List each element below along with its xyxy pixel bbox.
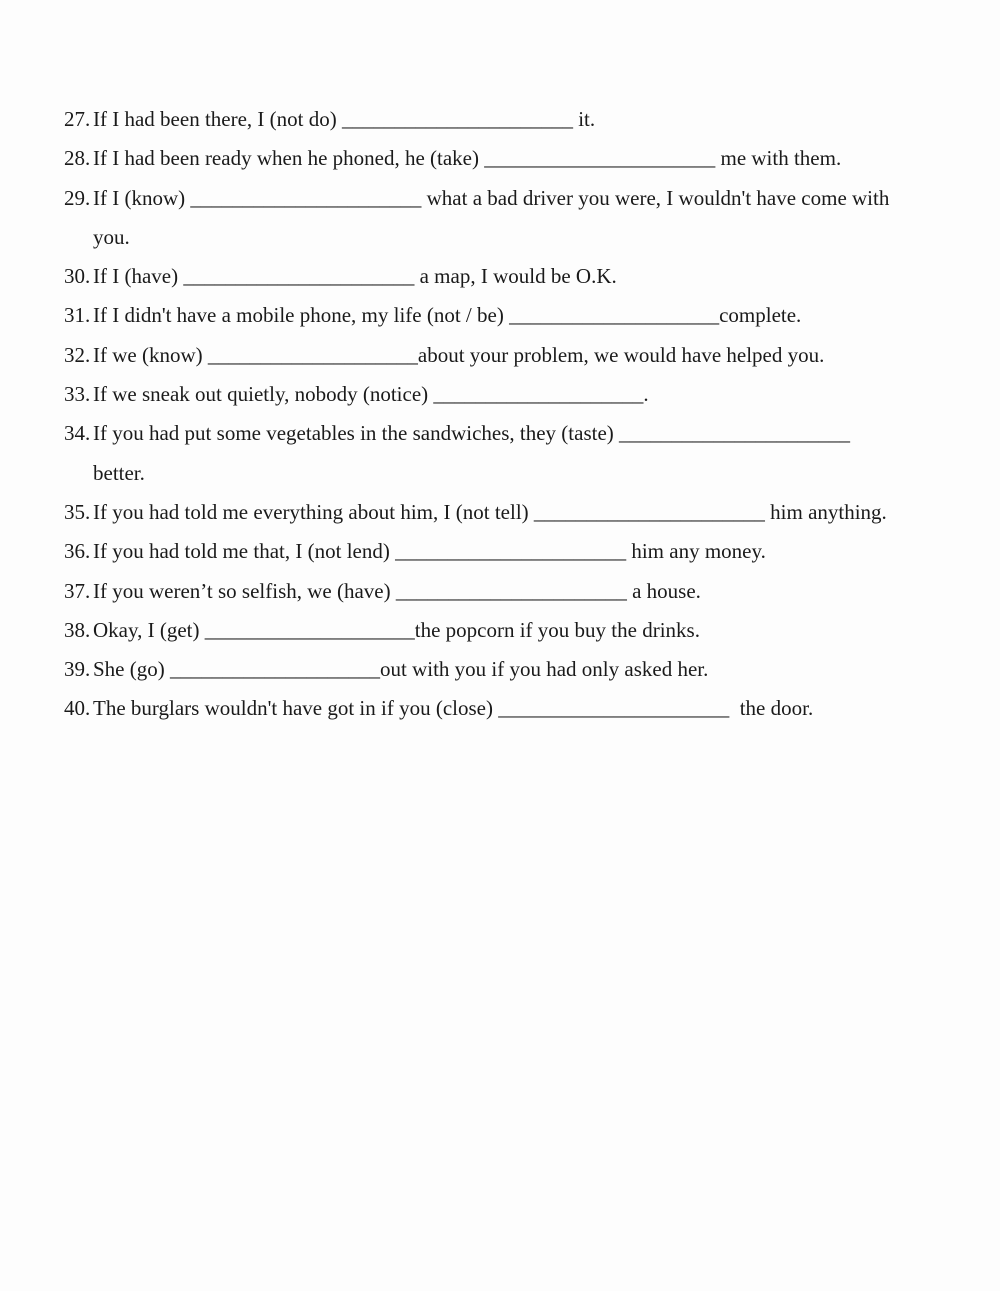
exercise-item: [64, 257, 974, 296]
item-number: 30.: [64, 264, 91, 289]
item-line: If you weren’t so selfish, we (have) ______________________ a house.: [93, 578, 701, 603]
item-number: 28.: [64, 146, 91, 171]
item-number: 29.: [64, 185, 91, 210]
exercise-item: [64, 375, 974, 414]
item-text: [93, 139, 974, 178]
exercise-item: [64, 414, 974, 493]
item-text: [93, 414, 974, 493]
item-number: 31.: [64, 303, 91, 328]
item-text: [93, 572, 974, 611]
item-line: She (go) ____________________out with you if you had only asked her.: [93, 657, 709, 682]
item-line: If you had told me that, I (not lend) ______________________ him any money.: [93, 539, 766, 564]
item-text: [93, 179, 974, 258]
item-line: If you had put some vegetables in the sandwiches, they (taste) ______________________: [93, 421, 851, 446]
item-text: [93, 100, 974, 139]
item-text: [93, 532, 974, 571]
item-line: If I didn't have a mobile phone, my life (not / be) ____________________complete.: [93, 303, 802, 328]
item-line-continuation: better.: [93, 460, 145, 485]
item-number: 33.: [64, 382, 91, 407]
item-line-continuation: you.: [93, 224, 130, 249]
item-number: 34.: [64, 421, 91, 446]
item-line: If we sneak out quietly, nobody (notice) ____________________.: [93, 382, 649, 407]
item-text: [93, 336, 974, 375]
item-line: If I had been there, I (not do) ______________________ it.: [93, 107, 596, 131]
item-number: 37.: [64, 578, 91, 603]
item-line: Okay, I (get) ____________________the popcorn if you buy the drinks.: [93, 617, 700, 642]
item-line: If you had told me everything about him, I (not tell) ______________________ him anything.: [93, 499, 887, 524]
exercise-item: [64, 139, 974, 178]
exercise-item: [64, 689, 974, 728]
item-number: 39.: [64, 657, 91, 682]
exercise-item: [64, 296, 974, 335]
item-text: [93, 650, 974, 689]
item-number: 40.: [64, 696, 91, 721]
item-line: If we (know) ____________________about your problem, we would have helped you.: [93, 342, 825, 367]
item-number: 35.: [64, 499, 91, 524]
exercise-item: [64, 493, 974, 532]
item-line: The burglars wouldn't have got in if you (close) ______________________ the door.: [93, 696, 814, 721]
exercise-item: [64, 650, 974, 689]
item-number: 27.: [64, 107, 91, 131]
exercise-item: [64, 532, 974, 571]
item-text: [93, 296, 974, 335]
exercise-item: [64, 179, 974, 258]
item-text: [93, 689, 974, 728]
item-text: [93, 611, 974, 650]
item-number: 32.: [64, 342, 91, 367]
exercise-item: [64, 336, 974, 375]
item-number: 36.: [64, 539, 91, 564]
item-number: 38.: [64, 617, 91, 642]
item-text: [93, 375, 974, 414]
item-text: [93, 257, 974, 296]
item-line: If I had been ready when he phoned, he (take) ______________________ me with them.: [93, 146, 842, 171]
exercise-item: [64, 611, 974, 650]
item-text: [93, 493, 974, 532]
exercise-item: [64, 100, 974, 139]
exercise-list: [64, 100, 974, 729]
item-line: If I (have) ______________________ a map, I would be O.K.: [93, 264, 617, 289]
exercise-item: [64, 572, 974, 611]
item-line: If I (know) ______________________ what a bad driver you were, I wouldn't have come with: [93, 185, 890, 210]
